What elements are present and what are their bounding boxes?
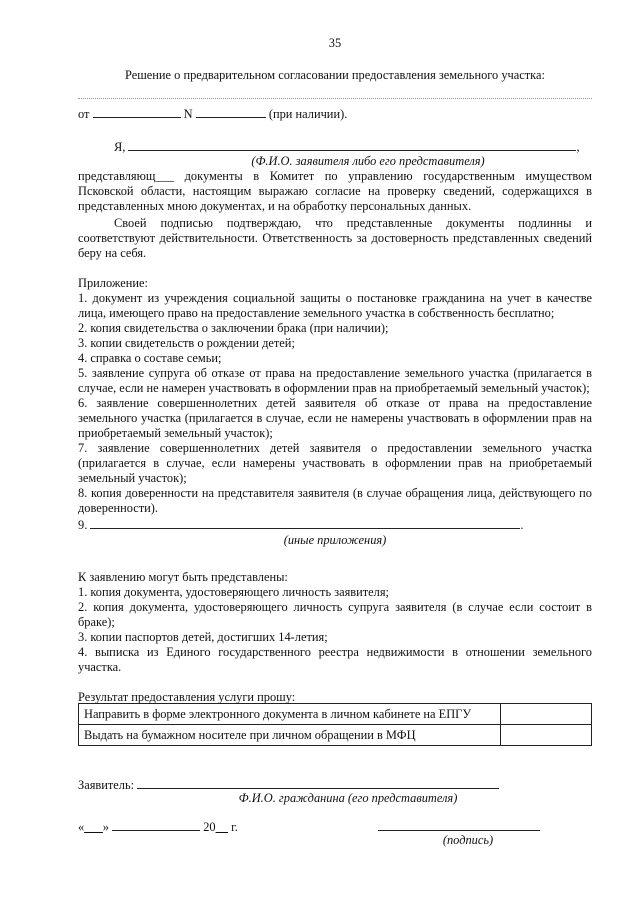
result-option-row — [79, 704, 592, 725]
attachment-item: 8. копия доверенности на представителя заявителя (в случае обращения лица, действующего по доверенности). — [78, 486, 592, 515]
signature-caption: (подпись) — [442, 833, 494, 847]
applicant-prefix: Я, — [114, 140, 126, 154]
separator-dotted — [78, 98, 592, 99]
confirmation-paragraph: Своей подписью подтверждаю, что представленные документы подлинны и соответствуют действительности. Ответственность за достоверность представленных сведений беру на себя. — [78, 216, 592, 260]
attachment-item: 3. копии свидетельств о рождении детей; — [78, 336, 295, 350]
applicant-name-field[interactable] — [128, 138, 576, 151]
consent-paragraph: представляющ___ документы в Комитет по управлению государственным имуществом Псковской области, настоящим выражаю согласие на проверку сведений, содержащихся в представленных мною документах, и на обработку персональных данных. — [78, 169, 592, 213]
number-label: N — [183, 107, 193, 121]
date-field[interactable] — [93, 105, 181, 118]
date-year-field[interactable]: __ — [215, 820, 228, 834]
optional-doc-item: 3. копии паспортов детей, достигших 14-летия; — [78, 630, 328, 644]
applicant-caption: (Ф.И.О. заявителя либо его представителя) — [251, 154, 485, 168]
attachment-item-9 — [78, 516, 592, 533]
attachments-heading: Приложение: — [78, 276, 148, 290]
date-close-quote: » — [102, 820, 109, 834]
attachment-9-suffix: . — [520, 518, 524, 532]
optional-doc-item: 1. копия документа, удостоверяющего личность заявителя; — [78, 585, 390, 599]
number-field[interactable] — [196, 105, 266, 118]
optional-doc-item: 4. выписка из Единого государственного реестра недвижимости в отношении земельного участка. — [78, 645, 592, 674]
other-attachments-field[interactable] — [90, 516, 520, 529]
optional-docs-heading: К заявлению могут быть представлены: — [78, 570, 288, 584]
applicant-label: Заявитель: — [78, 778, 135, 792]
attachment-item: 6. заявление совершеннолетних детей заявителя об отказе от права на предоставление земельного участка (прилагается в случае, если не намерены участвовать в оформлении прав на приобретаемый земельный участок); — [78, 396, 592, 440]
other-attachments-caption: (иные приложения) — [283, 533, 387, 547]
signature-field[interactable] — [378, 818, 540, 831]
result-options-table — [78, 703, 592, 746]
optional-doc-item: 2. копия документа, удостоверяющего личность супруга заявителя (в случае если состоит в браке); — [78, 600, 592, 629]
result-option-electronic: Направить в форме электронного документа в личном кабинете на ЕПГУ — [79, 704, 501, 725]
optional-docs-section — [78, 570, 592, 675]
attachments-section — [78, 276, 592, 548]
date-number-line — [78, 105, 592, 122]
number-note: (при наличии). — [268, 107, 348, 121]
attachment-9-label: 9. — [78, 518, 88, 532]
result-option-row — [79, 725, 592, 746]
applicant-signature-caption: Ф.И.О. гражданина (его представителя) — [238, 791, 458, 805]
attachment-item: 4. справка о составе семьи; — [78, 351, 222, 365]
result-option-paper-checkbox[interactable] — [501, 725, 592, 746]
applicant-signature-field[interactable] — [137, 776, 499, 789]
applicant-line — [114, 138, 592, 155]
result-heading: Результат предоставления услуги прошу: — [78, 690, 296, 704]
attachment-item: 7. заявление совершеннолетних детей заявителя о предоставлении земельного участка (прилагается в случае, если намерены участвовать в оформлении прав на приобретаемый земельный участок); — [78, 441, 592, 485]
from-label: от — [78, 107, 90, 121]
attachment-item: 1. документ из учреждения социальной защиты о постановке гражданина на учет в качестве лица, имеющего право на предоставление земельного участка в собственность бесплатно; — [78, 291, 592, 320]
attachment-item: 2. копия свидетельства о заключении брака (при наличии); — [78, 321, 389, 335]
date-day-field[interactable]: ___ — [84, 820, 103, 834]
form-page — [78, 0, 592, 905]
applicant-suffix: , — [576, 140, 580, 154]
signature-date-line — [78, 818, 318, 835]
attachment-item: 5. заявление супруга об отказе от права на предоставление земельного участка (прилагается в случае, если не намерен участвовать в оформлении прав на приобретаемый земельный участок); — [78, 366, 592, 395]
year-prefix: 20 — [203, 820, 216, 834]
page-title: Решение о предварительном согласовании предоставления земельного участка: — [125, 68, 545, 82]
result-option-electronic-checkbox[interactable] — [501, 704, 592, 725]
year-suffix: г. — [231, 820, 238, 834]
date-month-field[interactable] — [112, 818, 200, 831]
result-option-paper: Выдать на бумажном носителе при личном обращении в МФЦ — [79, 725, 501, 746]
page-number: 35 — [328, 36, 342, 50]
date-open-quote: « — [78, 820, 85, 834]
